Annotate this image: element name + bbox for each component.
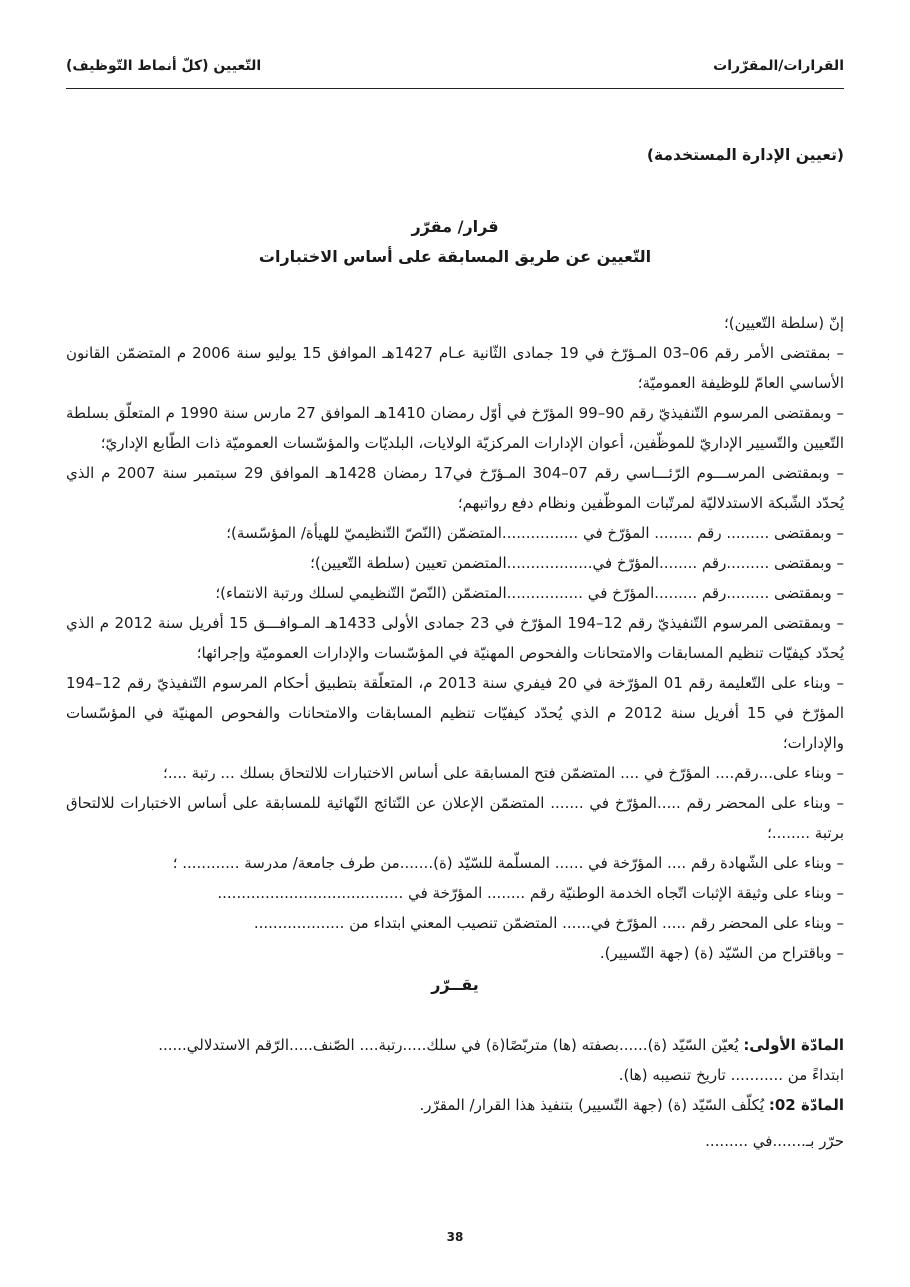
title-decision: قرار/ مقرّر [411, 217, 499, 236]
header-rule [66, 88, 844, 89]
preamble-para: – بمقتضى الأمر رقم 06–03 المـؤرّخ في 19 جمادى الثّانية عـام 1427هـ الموافق 15 يوليو سنة 2006 م المتضمّن القانون الأساسي العامّ للوظيفة العموميّة؛ [66, 344, 844, 392]
preamble [66, 308, 844, 968]
article-1-label: المادّة الأولى: [743, 1036, 844, 1054]
preamble-para: – وبمقتضى المرسوم التّنفيذيّ رقم 90–99 المؤرّخ في أوّل رمضان 1410هـ الموافق 27 مارس سنة 1990 م المتعلّق بسلطة التّعيين والتّسيير الإداريّ للموظّفين، أعوان الإدارات المركزيّة الولايات، البلديّات والمؤسّسات العموميّة ذات الطّابع الإداريّ؛ [66, 404, 845, 452]
preamble-para: – وبناء على المحضر رقم .....المؤرّخ في ....... المتضمّن الإعلان عن النّتائج النّهائية للمسابقة على أساس الاختبارات للالتحاق برتبة ........؛ [66, 794, 844, 842]
document-body [66, 140, 844, 1156]
article-2 [66, 1090, 844, 1120]
header-right: القرارات/المقرّرات [713, 58, 844, 74]
preamble-para: إنّ (سلطة التّعيين)؛ [723, 314, 844, 332]
page-number: 38 [446, 1230, 464, 1244]
preamble-para: – وبناء على وثيقة الإثبات اتّجاه الخدمة الوطنيّة رقم ........ المؤرّخة في ....................................... [217, 884, 844, 902]
running-header [66, 58, 844, 80]
preamble-para: – وبمقتضى .........رقم .........المؤرّخ في ................المتضمّن (النّصّ التّنظيمي لسلك ورتبة الانتماء)؛ [215, 584, 844, 602]
preamble-para: – وبناء على الشّهادة رقم .... المؤرّخة في ...... المسلّمة للسّيّد (ة).......من طرف جامعة/ مدرسة ............ ؛ [172, 854, 844, 872]
preamble-para: – وبمقتضى ......... رقم ........ المؤرّخ في ................المتضمّن (النّصّ التّنظيميّ للهيأة/ المؤسّسة)؛ [226, 524, 844, 542]
preamble-para: – وبناء على التّعليمة رقم 01 المؤرّخة في 20 فيفري سنة 2013 م، المتعلّقة بتطبيق أحكام المرسوم التّنفيذيّ رقم 12–194 المؤرّخ في 15 أفريل سنة 2012 م الذي يُحدّد كيفيّات تنظيم المسابقات والامتحانات والفحوص المهنيّة في المؤسّسات والإدارات؛ [66, 674, 844, 752]
article-2-text: يُكلّف السّيّد (ة) (جهة التّسيير) بتنفيذ هذا القرار/ المقرّر. [419, 1096, 769, 1114]
preamble-para: – وبناء على...رقم.... المؤرّخ في .... المتضمّن فتح المسابقة على أساس الاختبارات للالتحاق بسلك ... رتبة ....؛ [163, 764, 844, 782]
article-2-label: المادّة 02: [768, 1096, 844, 1114]
section-title: (تعيين الإدارة المستخدمة) [646, 146, 844, 164]
article-1-text: يُعيّن السّيّد (ة)......بصفته (ها) متربّصًا(ة) في سلك.....رتبة.... الصّنف.....الرّقم الاستدلالي...... [158, 1036, 744, 1054]
preamble-para: – وبمقتضى المرسوم التّنفيذيّ رقم 12–194 المؤرّخ في 23 جمادى الأولى 1433هـ المـوافـــق 15 أفريل سنة 2012 م الذي يُحدّد كيفيّات تنظيم المسابقات والامتحانات والفحوص المهنيّة في المؤسّسات والإدارات العموميّة وإجرائها؛ [66, 614, 845, 662]
article-1 [66, 1030, 844, 1060]
preamble-para: – وبمقتضى المرســـوم الرّئـــاسي رقم 07–304 المـؤرّخ في17 رمضان 1428هـ الموافق 29 سبتمبر سنة 2007 م الذي يُحدّد الشّبكة الاستدلاليّة لمرتّبات الموظّفين ونظام دفع رواتبهم؛ [66, 464, 844, 512]
preamble-para: – وبمقتضى .........رقم ........المؤرّخ في..................المتضمن تعيين (سلطة التّعيين)؛ [310, 554, 844, 572]
article-1-continuation: ابتداءً من ........... تاريخ تنصيبه (ها). [618, 1066, 844, 1084]
preamble-para: – وبناء على المحضر رقم ..... المؤرّخ في...... المتضمّن تنصيب المعني ابتداء من ................... [253, 914, 844, 932]
preamble-para: – وباقتراح من السّيّد (ة) (جهة التّسيير). [599, 944, 844, 962]
signature-line: حرّر بـ.......في ......... [705, 1132, 844, 1150]
title-subject: التّعيين عن طريق المسابقة على أساس الاختبارات [258, 247, 652, 266]
decides-heading: يقــرّر [431, 975, 479, 994]
header-left: التّعيين (كلّ أنماط التّوظيف) [66, 58, 262, 74]
title-block [66, 212, 844, 272]
